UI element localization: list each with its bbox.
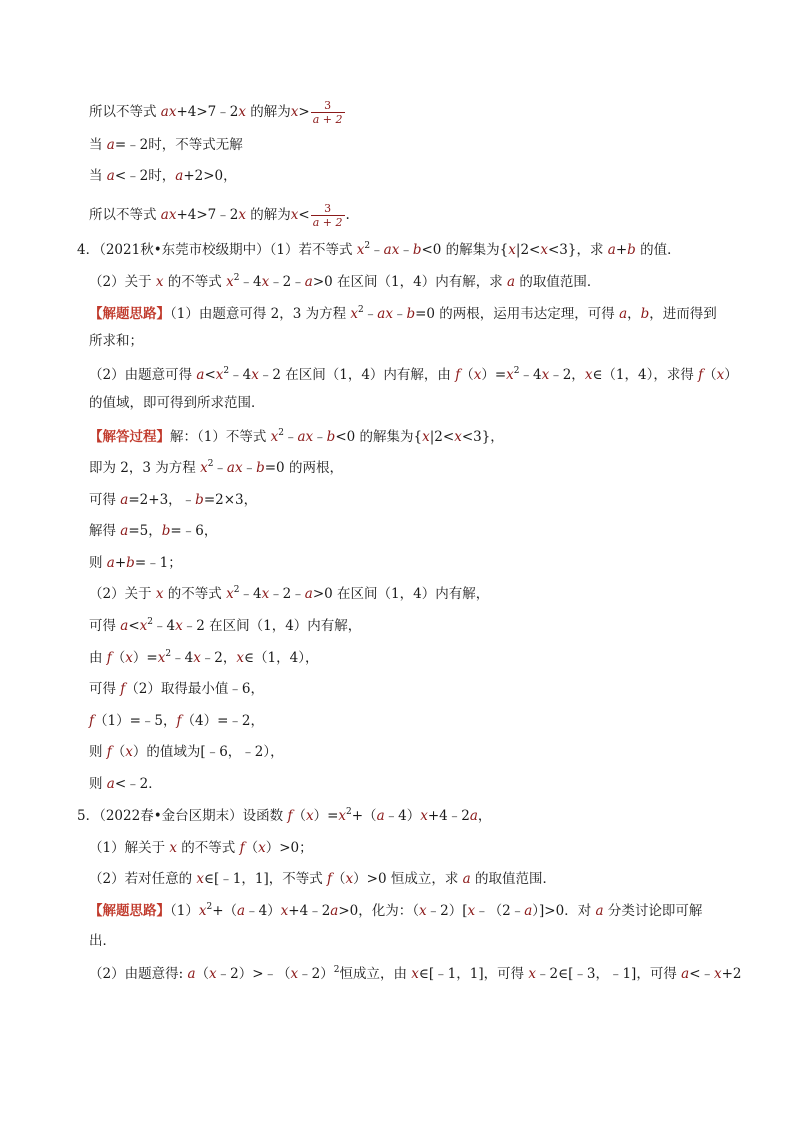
text-line: （2）由题意得: a（x﹣2）>﹣（x﹣2）$^2$恒成立，由 x∈[﹣1，1]，可得 x﹣2∈[﹣3，﹣1]，可得 a<﹣x+2 xyxy=(89,965,742,982)
text-line: 【解题思路】$(1)x^2+(a﹣4)x+4﹣2a>0$，化为：（x﹣2）[x﹣（2﹣a）]>0．对 a 分类讨论即可解 xyxy=(89,902,703,919)
text-line: 所以不等式 ax+4>7﹣2x 的解为x> $\frac{3}{a + 2}$ xyxy=(89,99,343,126)
problem-5-title: 5．（2022春•金台区期末）设函数 $f(x)=x^2+(a﹣4)x+4﹣2a$， xyxy=(77,807,492,824)
text-line: 则 a<﹣2． xyxy=(89,776,162,792)
text-line: 可得 f（2）取得最小值﹣6， xyxy=(89,681,264,697)
text-line: 【解答过程】解：（1）不等式 $x^2﹣ax﹣b<0$ 的解集为{x|2<x<3}， xyxy=(89,428,504,445)
text-line: 解得 a=5，b=﹣6， xyxy=(89,523,218,539)
text-line: 可得 $a<x^2﹣4x﹣2$ 在区间（1，4）内有解， xyxy=(89,617,362,634)
text-line: 当 a<﹣2时，a+2>0， xyxy=(89,168,237,184)
text-line: 所求和； xyxy=(89,333,143,349)
text-line: （2）关于 x 的不等式 $x^2﹣4x﹣2﹣a>0$ 在区间（1，4）内有解，求 a 的取值范围． xyxy=(89,273,601,290)
text-line: 当 a=﹣2时，不等式无解 xyxy=(89,137,243,153)
text-line: f（1）=﹣5，f（4）=﹣2， xyxy=(89,713,264,729)
text-line: （2）由题意可得 $a<x^2﹣4x﹣2$ 在区间（1，4）内有解，由 $f(x)=x^2﹣4x﹣2$，x∈（1，4），求得 f（x） xyxy=(89,366,738,383)
text-line: （2）若对任意的 x∈[﹣1，1]，不等式 f（x）>0 恒成立，求 a 的取值范围． xyxy=(89,871,556,887)
text-line: （2）关于 x 的不等式 $x^2﹣4x﹣2﹣a>0$ 在区间（1，4）内有解， xyxy=(89,585,490,602)
text-line: 则 a+b=﹣1； xyxy=(89,555,182,571)
text-line: 出． xyxy=(89,933,116,949)
text-line: 【解题思路】（1）由题意可得 2，3 为方程 $x^2﹣ax﹣b=0$ 的两根，运用韦达定理，可得 a，b，进而得到 xyxy=(89,305,717,322)
text-line: 即为 2，3 为方程 $x^2﹣ax﹣b=0$ 的两根， xyxy=(89,459,343,476)
text-line: 由 $f(x)=x^2﹣4x﹣2$，x∈（1，4）， xyxy=(89,649,319,666)
fraction: $\frac{3}{a + 2}$ xyxy=(312,202,343,229)
text-line: 可得 a=2+3，﹣b=2×3， xyxy=(89,492,258,508)
text-line: 的值域，即可得到所求范围． xyxy=(89,395,265,411)
text-line: （1）解关于 x 的不等式 f（x）>0； xyxy=(89,840,313,856)
text-line: 则 f（x）的值域为[﹣6，﹣2）， xyxy=(89,744,284,760)
text-line: 所以不等式 ax+4>7﹣2x 的解为x< $\frac{3}{a + 2}$ . xyxy=(89,202,350,229)
problem-4-title: 4．（2021秋•东莞市校级期中）（1）若不等式 $x^2﹣ax﹣b<0$ 的解集为{x|2<x<3}，求 a+b 的值． xyxy=(77,241,681,258)
fraction: $\frac{3}{a + 2}$ xyxy=(312,99,343,126)
